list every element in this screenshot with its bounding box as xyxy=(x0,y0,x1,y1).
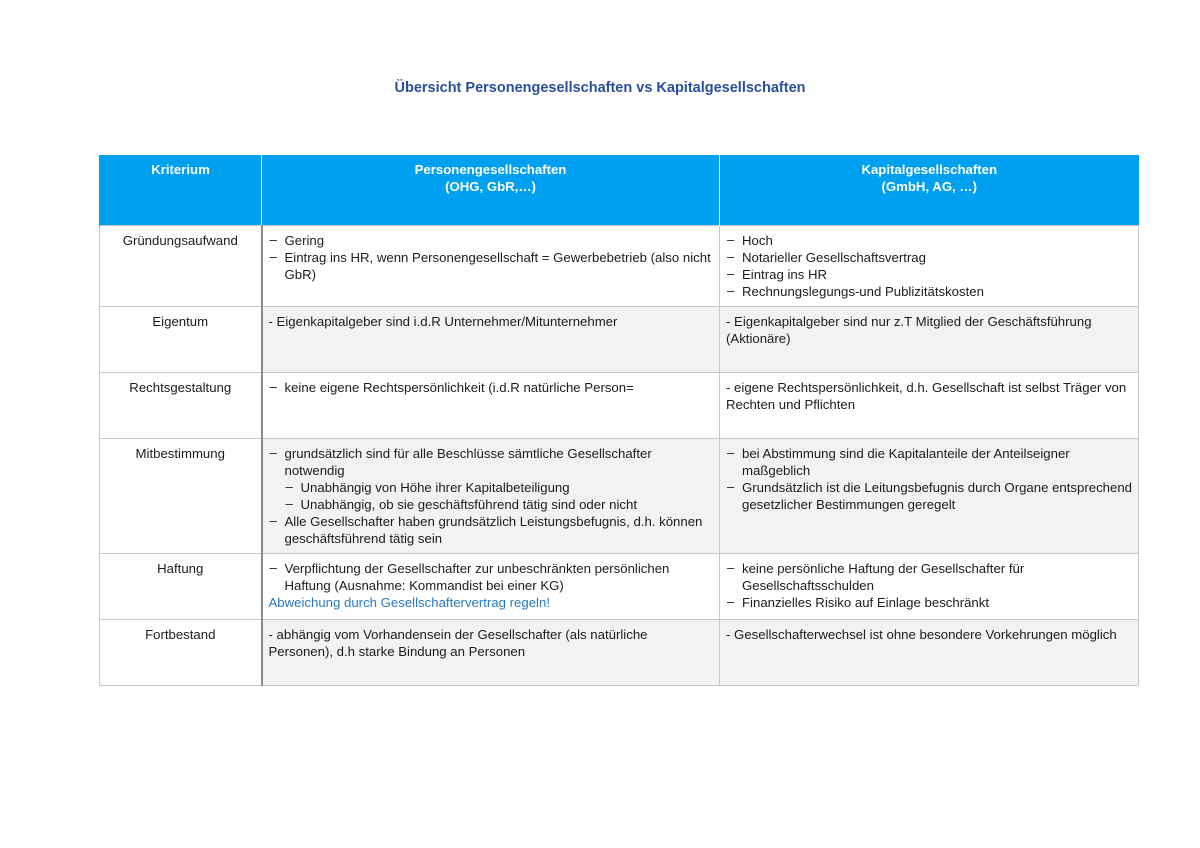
pers-cell xyxy=(262,620,720,686)
kap-cell xyxy=(720,620,1139,686)
list-item: ‒ Rechnungslegungs-und Publizitätskosten xyxy=(726,283,1132,300)
pers-cell xyxy=(262,226,720,307)
list-item: ‒ Eintrag ins HR xyxy=(726,266,1132,283)
table-row xyxy=(100,226,1139,307)
list-item: ‒ Hoch xyxy=(726,232,1132,249)
header-personengesellschaften xyxy=(262,155,720,226)
table-row xyxy=(100,554,1139,620)
header-criterion-label: Kriterium xyxy=(151,162,210,177)
list-item: ‒ Notarieller Gesellschaftsvertrag xyxy=(726,249,1132,266)
pers-cell xyxy=(262,554,720,620)
kap-cell xyxy=(720,439,1139,554)
pers-cell xyxy=(262,307,720,373)
header-kap-title: Kapitalgesellschaften xyxy=(861,162,998,177)
header-pers-title: Personengesellschaften xyxy=(414,162,567,177)
table-row xyxy=(100,373,1139,439)
list-item: ‒ Gering xyxy=(269,232,714,249)
kap-list xyxy=(726,560,1132,611)
header-criterion xyxy=(100,155,262,226)
list-item: ‒ Finanzielles Risiko auf Einlage beschränkt xyxy=(726,594,1132,611)
header-pers-subtitle: (OHG, GbR,…) xyxy=(445,179,536,194)
list-item: ‒ Verpflichtung der Gesellschafter zur unbeschränkten persönlichen Haftung (Ausnahme: Kommandist bei einer KG) xyxy=(269,560,714,594)
pers-list xyxy=(269,232,714,283)
header-kap-subtitle: (GmbH, AG, …) xyxy=(881,179,977,194)
table-header-row xyxy=(100,155,1139,226)
list-item: ‒ Eintrag ins HR, wenn Personengesellschaft = Gewerbebetrieb (also nicht GbR) xyxy=(269,249,714,283)
list-item: ‒ keine persönliche Haftung der Gesellschafter für Gesellschaftsschulden xyxy=(726,560,1132,594)
pers-cell xyxy=(262,439,720,554)
criterion-cell: Rechtsgestaltung xyxy=(100,373,262,439)
criterion-cell: Eigentum xyxy=(100,307,262,373)
pers-cell xyxy=(262,373,720,439)
pers-list xyxy=(269,560,714,594)
list-item: ‒ Grundsätzlich ist die Leitungsbefugnis durch Organe entsprechend gesetzlicher Bestimmungen geregelt xyxy=(726,479,1132,513)
list-item: ‒ bei Abstimmung sind die Kapitalanteile der Anteilseigner maßgeblich xyxy=(726,445,1132,479)
kap-list xyxy=(726,232,1132,300)
comparison-table xyxy=(99,155,1139,686)
cell-text: - Gesellschafterwechsel ist ohne besondere Vorkehrungen möglich xyxy=(726,627,1117,642)
criterion-cell: Haftung xyxy=(100,554,262,620)
table-row xyxy=(100,439,1139,554)
criterion-cell: Fortbestand xyxy=(100,620,262,686)
pers-list xyxy=(269,379,714,396)
kap-cell xyxy=(720,226,1139,307)
sub-list-item: ‒ Unabhängig von Höhe ihrer Kapitalbeteiligung xyxy=(269,479,714,496)
kap-list xyxy=(726,445,1132,513)
criterion-cell: Mitbestimmung xyxy=(100,439,262,554)
table-row xyxy=(100,620,1139,686)
cell-text: - Eigenkapitalgeber sind i.d.R Unternehmer/Mitunternehmer xyxy=(268,314,618,329)
pers-sublist xyxy=(269,479,714,513)
note-link: Abweichung durch Gesellschaftervertrag regeln! xyxy=(268,595,550,610)
table-row xyxy=(100,307,1139,373)
pers-list xyxy=(269,445,714,479)
criterion-cell: Gründungsaufwand xyxy=(100,226,262,307)
page-title: Übersicht Personengesellschaften vs Kapitalgesellschaften xyxy=(394,80,806,96)
kap-cell xyxy=(720,373,1139,439)
cell-text: - eigene Rechtspersönlichkeit, d.h. Gesellschaft ist selbst Träger von Rechten und Pflichten xyxy=(726,380,1127,412)
header-kapitalgesellschaften xyxy=(720,155,1139,226)
cell-text: - abhängig vom Vorhandensein der Gesellschafter (als natürliche Personen), d.h starke Bindung an Personen xyxy=(268,627,648,659)
cell-text: - Eigenkapitalgeber sind nur z.T Mitglied der Geschäftsführung (Aktionäre) xyxy=(726,314,1092,346)
kap-cell xyxy=(720,554,1139,620)
pers-list xyxy=(269,513,714,547)
list-item: ‒ grundsätzlich sind für alle Beschlüsse sämtliche Gesellschafter notwendig xyxy=(269,445,714,479)
sub-list-item: ‒ Unabhängig, ob sie geschäftsführend tätig sind oder nicht xyxy=(269,496,714,513)
list-item: ‒ Alle Gesellschafter haben grundsätzlich Leistungsbefugnis, d.h. können geschäftsführend tätig sein xyxy=(269,513,714,547)
kap-cell xyxy=(720,307,1139,373)
list-item: ‒ keine eigene Rechtspersönlichkeit (i.d.R natürliche Person= xyxy=(269,379,714,396)
